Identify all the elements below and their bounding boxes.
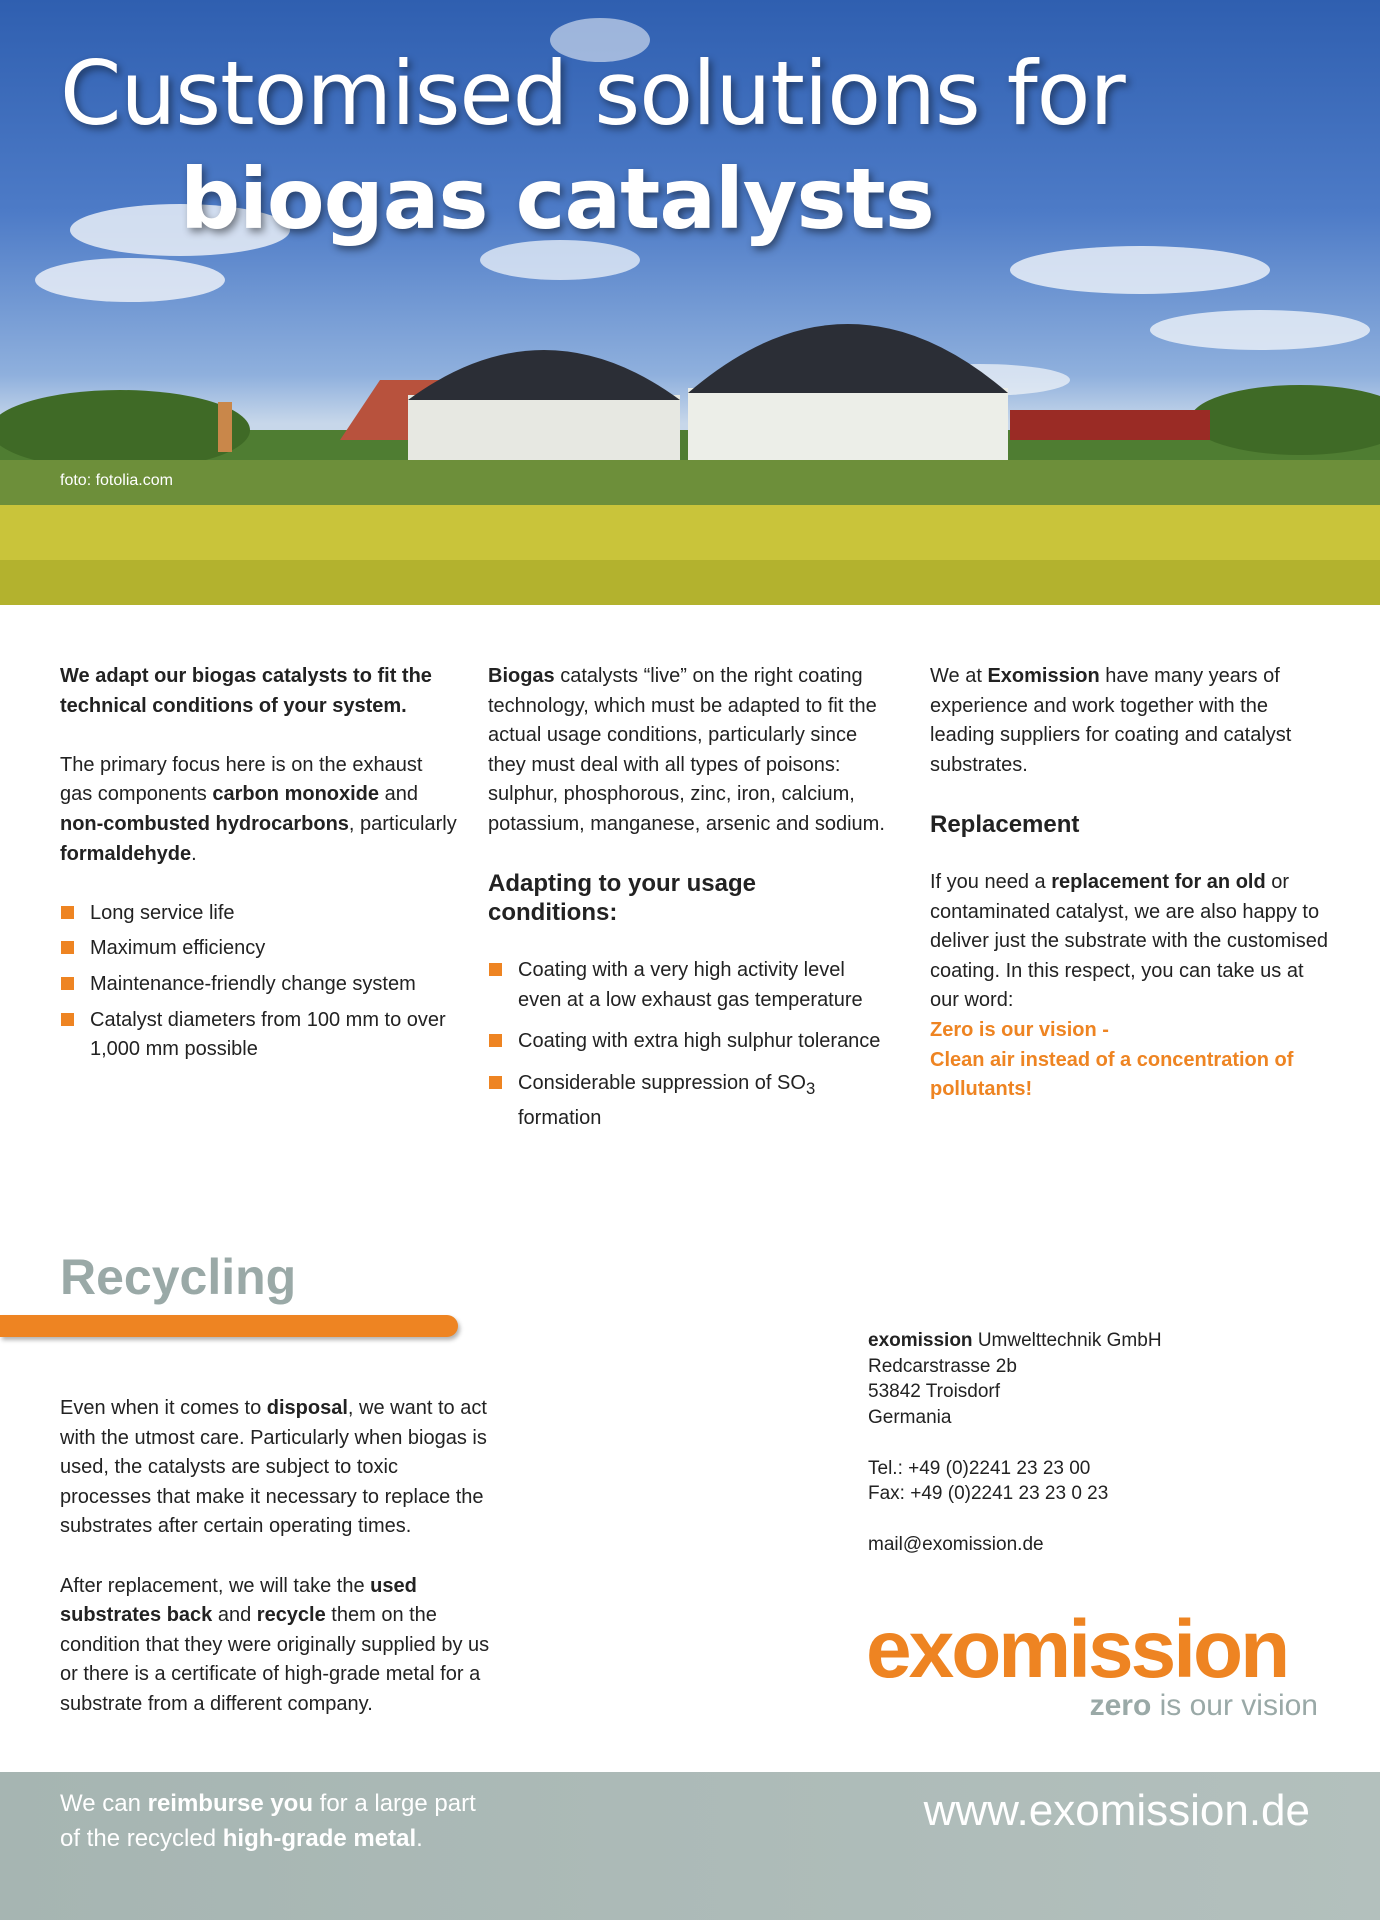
recycle-paragraph: After replacement, we will take the used substrates back and recycle them on the condition that they were originally supplied by us or there is a certificate of high-grade metal for a substrate from a different company.	[60, 1574, 490, 1715]
feature-list	[60, 899, 460, 1065]
exomission-logo	[866, 1605, 1326, 1730]
motto-line1: Zero is our vision -	[930, 1018, 1109, 1041]
list-item: Maintenance-friendly change system	[60, 970, 460, 1000]
hero-title-line2: biogas catalysts	[180, 150, 934, 248]
disposal-paragraph: Even when it comes to disposal, we want to act with the utmost care. Particularly when biogas is used, the catalysts are subject to toxic processes that make it necessary to replace the substrates after certain operating times.	[60, 1397, 487, 1538]
logo-wordmark: exomission	[866, 1604, 1288, 1695]
contact-block	[868, 1328, 1162, 1558]
adapting-heading: Adapting to your usage conditions:	[488, 870, 757, 927]
street: Redcarstrasse 2b	[868, 1355, 1017, 1377]
lead-paragraph: We adapt our biogas catalysts to fit the technical conditions of your system.	[60, 665, 432, 717]
recycling-accent-bar	[0, 1315, 458, 1337]
list-item: Coating with extra high sulphur tolerance	[488, 1027, 888, 1057]
experience-paragraph: We at Exomission have many years of experience and work together with the leading suppliers for coating and catalyst substrates.	[930, 665, 1292, 776]
website-link[interactable]: www.exomission.de	[923, 1786, 1310, 1835]
focus-paragraph: The primary focus here is on the exhaust gas components carbon monoxide and non-combusted hydrocarbons, particularly formaldehyde.	[60, 753, 457, 865]
replacement-heading: Replacement	[930, 810, 1080, 838]
logo-tagline: zero is our vision	[1089, 1689, 1318, 1722]
list-item: Long service life	[60, 899, 460, 929]
city: 53842 Troisdorf	[868, 1381, 1001, 1402]
recycling-title: Recycling	[60, 1249, 297, 1305]
hero-title-line1: Customised solutions for	[60, 42, 1125, 145]
column-coating	[488, 662, 888, 1145]
list-item: Catalyst diameters from 100 mm to over 1,000 mm possible	[60, 1006, 460, 1065]
photo-credit: foto: fotolia.com	[60, 472, 173, 489]
hero-banner	[0, 0, 1380, 605]
footer-band	[0, 1772, 1380, 1920]
motto-line2: Clean air instead of a concentration of pollutants!	[930, 1048, 1294, 1101]
replacement-paragraph: If you need a replacement for an old or contaminated catalyst, we are also happy to deliver just the substrate with the customised coating. In this respect, you can take us at our word:	[930, 870, 1328, 1012]
coating-list	[488, 956, 888, 1133]
list-item: Coating with a very high activity level even at a low exhaust gas temperature	[488, 956, 888, 1015]
list-item: Considerable suppression of $SO_3$ formation	[488, 1069, 888, 1133]
footer-text: We can reimburse you for a large part of the recycled high-grade metal.	[60, 1790, 476, 1852]
recycling-text	[60, 1394, 490, 1749]
list-item: Maximum efficiency	[60, 934, 460, 964]
telephone: Tel.: +49 (0)2241 23 23 00	[868, 1457, 1091, 1479]
fax: Fax: +49 (0)2241 23 23 0 23	[868, 1483, 1109, 1504]
column-replacement	[930, 662, 1330, 1105]
company-name: exomission Umwelttechnik GmbH	[868, 1330, 1162, 1351]
coating-paragraph: Biogas catalysts “live” on the right coating technology, which must be adapted to fit the actual usage conditions, particularly since they must deal with all types of poisons: sulphur, phosphorous, zinc, iron, calcium, potassium, manganese, arsenic and sodium.	[488, 665, 885, 835]
country: Germania	[868, 1406, 952, 1428]
email-link[interactable]: mail@exomission.de	[868, 1534, 1044, 1555]
column-intro	[60, 662, 460, 1071]
